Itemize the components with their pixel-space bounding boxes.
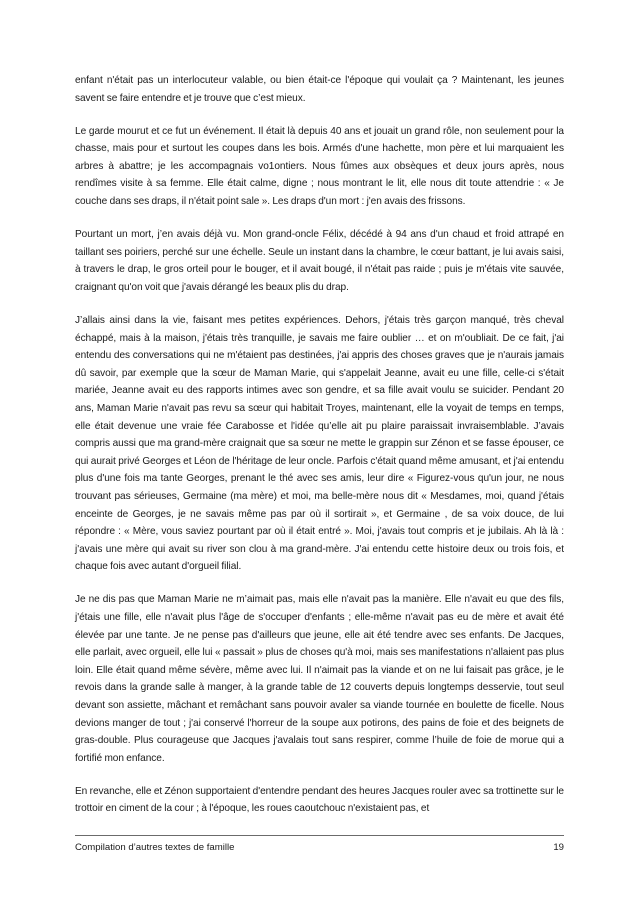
paragraph-4: J’allais ainsi dans la vie, faisant mes petites expériences. Dehors, j'étais très garçon manqué, très cheval échappé, mais à la maison, j'étais très tranquille, je savais me faire oublier … et on m'oubliait. De ce fait, j'ai entendu des conversations qui ne m'étaient pas destinées, j'ai appris des choses graves que je n'aurais jamais dû savoir, par exemple que la sœur de Maman Marie, qui s'appelait Jeanne, avait eu une fille, celle-ci s'était mariée, Jeanne avait eu des rapports intimes avec son gendre, et sa fille avait voulu se suicider. Pendant 20 ans, Maman Marie n'avait pas revu sa sœur qui habitait Troyes, maintenant, elle la voyait de temps en temps, elle était devenue une vraie fée Carabosse et l'idée qu’elle ait pu plaire paraissait invraisemblable. J’avais compris aussi que ma grand-mère craignait que sa sœur ne mette le grappin sur Zénon et se fasse épouser, ce qui aurait privé Georges et Léon de l'héritage de leur oncle. Parfois c'était quand même amusant, et j'ai entendu plus d'une fois ma tante Georges, prenant le thé avec ses amis, leur dire « Figurez-vous qu'un jour, ne nous trouvant pas sérieuses, Germaine (ma mère) et moi, ma belle-mère nous dit « Mesdames, moi, quand j'étais enceinte de Georges, je ne savais même pas par où il sortirait », et Germaine , de sa voix douce, de lui répondre : « Mère, vous saviez pourtant par où il était entré ». Moi, j'avais tout compris et je jubilais. Ah là là : j'avais une mère qui avait su river son clou à ma grand-mère. J'ai entendu cette histoire deux ou trois fois, et chaque fois avec autant d'orgueil filial.: [75, 315, 564, 573]
page-number: 19: [553, 842, 564, 853]
paragraph-5: Je ne dis pas que Maman Marie ne m’aimait pas, mais elle n'avait pas la manière. Elle n'avait eu que des fils, j'étais une fille, elle n'avait plus l'âge de s'occuper d'enfants ; elle-même n'avait pas eu de mère et avait été élevée par une tante. Je ne pense pas d'ailleurs que jeune, elle ait été tendre avec ses enfants. De Jacques, elle parlait, avec orgueil, elle lui « passait » plus de choses qu'à moi, mais ses manifestations n'allaient pas plus loin. Elle était quand même sévère, même avec lui. Il n'aimait pas la viande et on ne lui faisait pas grâce, je le revois dans la grande salle à manger, à la grande table de 12 couverts depuis longtemps desservie, tout seul devant son assiette, mâchant et remâchant sans pouvoir avaler sa viande tournée en boulette de ficelle. Nous devions manger de tout ; j'ai conservé l'horreur de la soupe aux potirons, des pains de foie et des beignets de gras-double. Plus courageuse que Jacques j'avalais tout sans respirer, comme l’huile de foie de morue qui a fortifié mon enfance.: [75, 594, 564, 764]
footer-divider: [75, 835, 564, 836]
paragraph-2: Le garde mourut et ce fut un événement. Il était là depuis 40 ans et jouait un grand rôle, non seulement pour la chasse, mais pour et surtout les coupes dans les bois. Armés d'une hachette, mon père et lui marquaient les arbres à abattre; je les accompagnais vo1ontiers. Nous fûmes aux obsèques et deux jours après, nous rendîmes visite à sa femme. Elle était calme, digne ; nous montrant le lit, elle nous dit toute attendrie : « Je couche dans ses draps, il n'était point sale ». Les draps d'un mort : j'en avais des frissons.: [75, 125, 564, 208]
body-text: [75, 72, 564, 834]
paragraph-6: En revanche, elle et Zénon supportaient d'entendre pendant des heures Jacques rouler avec sa trottinette sur le trottoir en ciment de la cour ; à l'époque, les roues caoutchouc n'existaient pas, et: [75, 785, 564, 815]
paragraph-1: enfant n'était pas un interlocuteur valable, ou bien était-ce l'époque qui voulait ça ? Maintenant, les jeunes savent se faire entendre et je trouve que c’est mieux.: [75, 75, 564, 104]
footer-title: Compilation d’autres textes de famille: [75, 842, 235, 853]
paragraph-3: Pourtant un mort, j’en avais déjà vu. Mon grand-oncle Félix, décédé à 94 ans d'un chaud et froid attrapé en taillant ses poiriers, perché sur une échelle. Seule un instant dans la chambre, le cœur battant, je lui avais saisi, à travers le drap, le gros orteil pour le bouger, et il avait bougé, il n'était pas raide ; puis je m'étais vite sauvée, craignant qu'on voit que j'avais dérangé les beaux plis du drap.: [75, 229, 564, 293]
